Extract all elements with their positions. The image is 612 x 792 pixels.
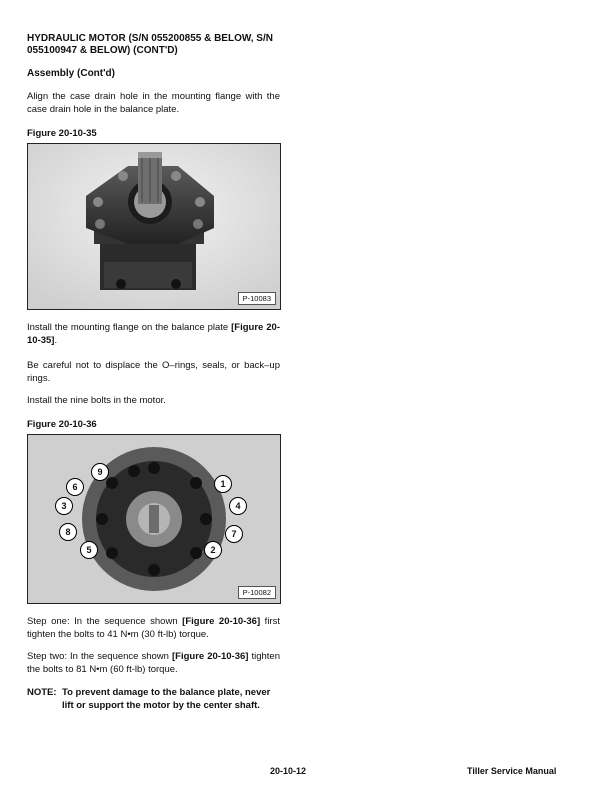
figure-2-photo	[27, 434, 281, 604]
section-subheading: Assembly (Cont'd)	[27, 68, 115, 79]
paragraph-align-holes: Align the case drain hole in the mounting flange with the case drain hole in the balance plate.	[27, 91, 280, 115]
callout-7: 7	[225, 525, 243, 543]
callout-4: 4	[229, 497, 247, 515]
photo-code-label: P-10083	[238, 292, 276, 305]
callout-8: 8	[59, 523, 77, 541]
callout-1: 1	[214, 475, 232, 493]
note-label: NOTE:	[27, 687, 57, 698]
page-heading: HYDRAULIC MOTOR (S/N 055200855 & BELOW, S/N 055100947 & BELOW) (CONT'D)	[27, 33, 273, 56]
paragraph-step-one: Step one: In the sequence shown [Figure 20-10-36] first tighten the bolts to 41 N•m (30 ft-lb) torque.	[27, 616, 280, 640]
callout-9: 9	[91, 463, 109, 481]
motor-flange-illustration	[28, 144, 280, 309]
paragraph-install-flange: Install the mounting flange on the balance plate [Figure 20-10-35].	[27, 322, 280, 346]
callout-5: 5	[80, 541, 98, 559]
paragraph-install-bolts: Install the nine bolts in the motor.	[27, 395, 166, 406]
figure-2-label: Figure 20-10-36	[27, 419, 97, 430]
callout-2: 2	[204, 541, 222, 559]
callout-3: 3	[55, 497, 73, 515]
figure-1-label: Figure 20-10-35	[27, 128, 97, 139]
callout-6: 6	[66, 478, 84, 496]
paragraph-caution-orings: Be careful not to displace the O–rings, seals, or back–up rings.	[27, 360, 280, 384]
figure-1-photo	[27, 143, 281, 310]
note-text: To prevent damage to the balance plate, never lift or support the motor by the center shaft.	[62, 687, 271, 711]
note-block	[27, 687, 280, 712]
paragraph-step-two: Step two: In the sequence shown [Figure 20-10-36] tighten the bolts to 81 N•m (60 ft-lb) torque.	[27, 651, 281, 675]
page-number: 20-10-12	[270, 766, 307, 776]
manual-title: Tiller Service Manual	[467, 766, 557, 776]
photo-code-label: P-10082	[238, 586, 276, 599]
bolt-sequence-illustration	[28, 435, 280, 603]
